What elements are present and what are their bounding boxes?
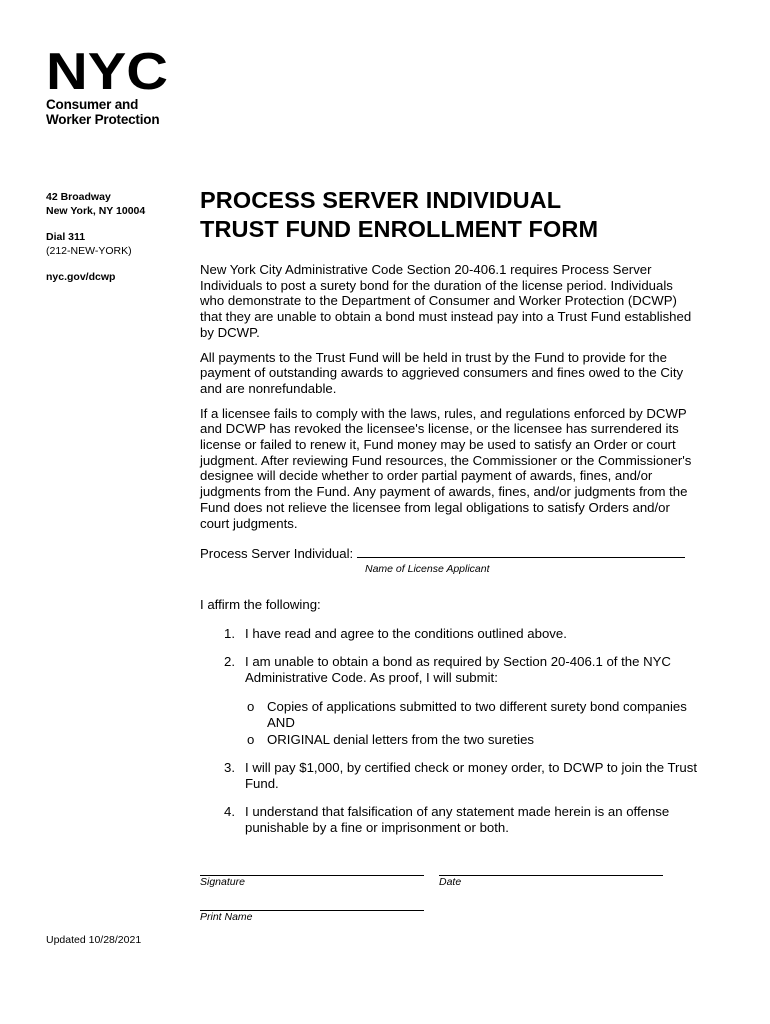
- phone-text: (212-NEW-YORK): [46, 245, 132, 257]
- form-title-line2: TRUST FUND ENROLLMENT FORM: [200, 216, 599, 242]
- list-item: [200, 626, 700, 642]
- print-name-label: Print Name: [200, 911, 253, 923]
- date-field[interactable]: [439, 875, 663, 876]
- applicant-label: Process Server Individual:: [200, 546, 354, 562]
- agency-name-line2: Worker Protection: [46, 112, 160, 127]
- item-number: 2.: [224, 654, 235, 670]
- intro-paragraph: New York City Administrative Code Section 20-406.1 requires Process Server Individuals to post a surety bond for the duration of the license period. Individuals who demonstrate to the Department of Consumer and Worker Protection (DCWP) that they are unable to obtain a bond must instead pay into a Trust Fund established by DCWP.: [200, 262, 692, 340]
- item-number: 4.: [224, 804, 235, 820]
- form-body: [200, 186, 700, 848]
- circle-bullet-icon: o: [247, 732, 255, 748]
- address-line1: 42 Broadway: [46, 191, 111, 203]
- list-item: [200, 654, 700, 748]
- item-number: 1.: [224, 626, 235, 642]
- list-item: [200, 760, 700, 792]
- agency-logo: [46, 50, 176, 127]
- list-item: [200, 804, 700, 836]
- nyc-logo-mark: [46, 50, 170, 92]
- sub-list-item: [245, 699, 700, 731]
- updated-date: Updated 10/28/2021: [46, 934, 142, 946]
- form-title: [200, 186, 700, 244]
- agency-name-line1: Consumer and: [46, 97, 139, 112]
- form-title-line1: PROCESS SERVER INDIVIDUAL: [200, 187, 562, 213]
- address-line2: New York, NY 10004: [46, 205, 146, 217]
- affirmation-list: [200, 626, 700, 836]
- svg-text:NYC: NYC: [46, 50, 168, 92]
- dial-text: Dial 311: [46, 231, 86, 243]
- website-link[interactable]: nyc.gov/dcwp: [46, 271, 116, 283]
- licensee-paragraph: If a licensee fails to comply with the laws, rules, and regulations enforced by DCWP and DCWP has revoked the licensee's license, or the licensee has surrendered its license or failed to renew it, Fund money may be used to satisfy an Order or court judgment. After reviewing Fund resources, the Commissioner or the Commissioner's designee will decide whether to order partial payment of awards, fines, and/or judgments from the Fund. Any payment of awards, fines, and/or judgments from the Fund does not relieve the licensee from legal obligations to satisfy Orders and/or court judgments.: [200, 405, 692, 531]
- signature-label: Signature: [200, 876, 245, 888]
- payments-paragraph: All payments to the Trust Fund will be held in trust by the Fund to provide for the payment of outstanding awards to aggrieved consumers and fines owed to the City and are nonrefundable.: [200, 349, 684, 396]
- affirm-intro: I affirm the following:: [200, 597, 321, 613]
- applicant-row: [200, 545, 700, 562]
- circle-bullet-icon: o: [247, 699, 255, 715]
- item-text: I understand that falsification of any statement made herein is an offense punishable by a fine or imprisonment or both.: [245, 804, 670, 836]
- agency-name: [46, 97, 176, 127]
- applicant-sublabel: Name of License Applicant: [365, 563, 490, 576]
- item-text: I am unable to obtain a bond as required by Section 20-406.1 of the NYC Administrative Code. As proof, I will submit:: [245, 654, 671, 686]
- item-text: I have read and agree to the conditions outlined above.: [245, 626, 567, 642]
- proof-sublist: [245, 699, 700, 748]
- contact-sidebar: [46, 190, 186, 284]
- date-label: Date: [439, 876, 462, 888]
- item-text: I will pay $1,000, by certified check or money order, to DCWP to join the Trust Fund.: [245, 760, 697, 792]
- item-number: 3.: [224, 760, 235, 776]
- applicant-name-field[interactable]: [357, 545, 685, 558]
- sub-item-text: ORIGINAL denial letters from the two sureties: [267, 732, 535, 748]
- sub-item-text: Copies of applications submitted to two different surety bond companies AND: [267, 699, 687, 731]
- sub-list-item: [245, 732, 700, 748]
